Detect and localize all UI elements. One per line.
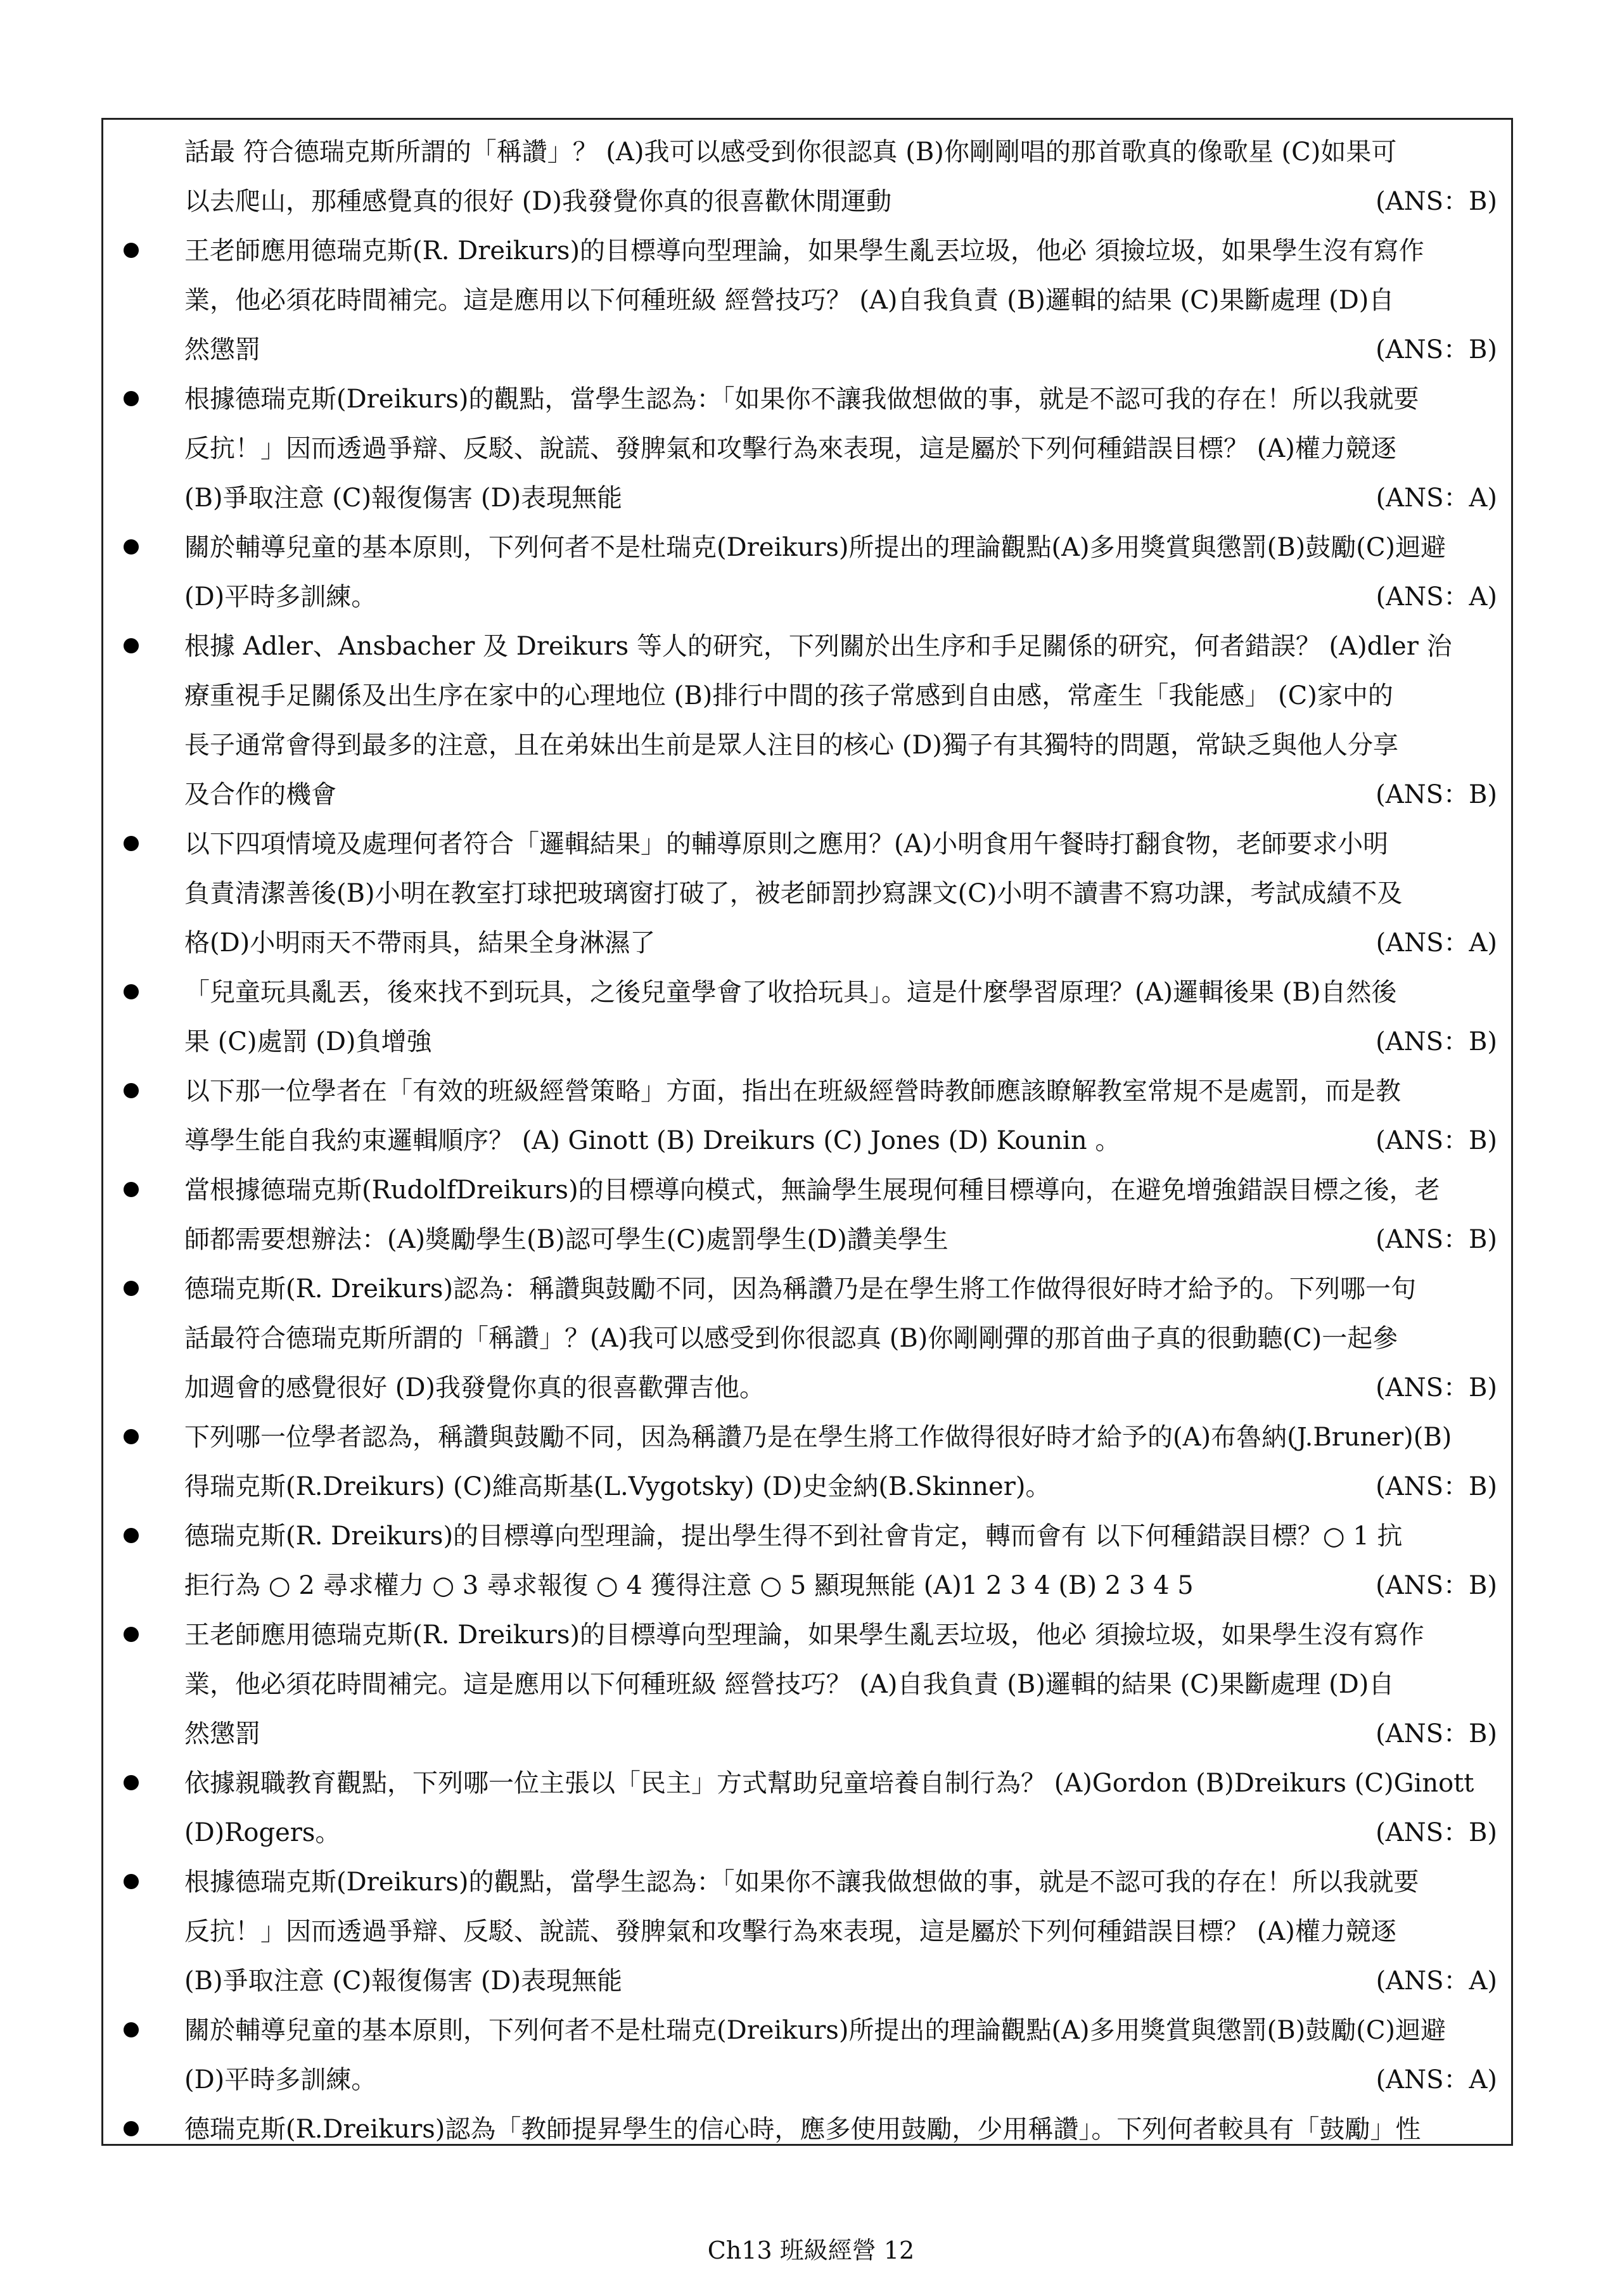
answer-label: (ANS：B): [1376, 1719, 1497, 1748]
answer-label: (ANS：B): [1376, 335, 1497, 364]
question-text: 關於輔導兒童的基本原則，下列何者不是杜瑞克(Dreikurs)所提出的理論觀點(A)多用獎賞與懲罰(B)鼓勵(C)迴避: [184, 533, 1446, 562]
question-text: 話最符合德瑞克斯所謂的「稱讚」？(A)我可以感受到你很認真 (B)你剛剛彈的那首曲子真的很動聽(C)一起參: [184, 1324, 1398, 1353]
question-text: 負責清潔善後(B)小明在教室打球把玻璃窗打破了，被老師罰抄寫課文(C)小明不讀書不寫功課，考試成績不及: [184, 879, 1403, 908]
question-line: [184, 375, 1497, 424]
question-text: (D)平時多訓練。: [184, 582, 377, 612]
question-text: 拒行為 ○ 2 尋求權力 ○ 3 尋求報復 ○ 4 獲得注意 ○ 5 顯現無能 (A)1 2 3 4 (B) 2 3 4 5: [184, 1571, 1194, 1600]
question-line: [184, 1660, 1497, 1709]
question-text: 反抗！」因而透過爭辯、反駁、說謊、發脾氣和攻擊行為來表現，這是屬於下列何種錯誤目標？ (A)權力競逐: [184, 1917, 1396, 1946]
question-text: 根據 Adler、Ansbacher 及 Dreikurs 等人的研究，下列關於出生序和手足關係的研究，何者錯誤？ (A)dler 治: [184, 632, 1452, 661]
answer-label: (ANS：A): [1376, 1966, 1497, 1996]
question-line: [184, 968, 1497, 1017]
question-text: 得瑞克斯(R.Dreikurs) (C)維高斯基(L.Vygotsky) (D)史金納(B.Skinner)。: [184, 1472, 1051, 1501]
question-line: [184, 2006, 1497, 2055]
bullet-icon: [124, 243, 139, 258]
question-item: [184, 226, 1497, 375]
question-line: [184, 2105, 1497, 2154]
question-line: [184, 1561, 1497, 1610]
question-line: [184, 671, 1497, 721]
question-text: 王老師應用德瑞克斯(R. Dreikurs)的目標導向型理論，如果學生亂丟垃圾，他必 須撿垃圾，如果學生沒有寫作: [184, 1620, 1424, 1650]
bullet-icon: [124, 1182, 139, 1197]
question-item: [184, 968, 1497, 1067]
question-text: 然懲罰: [184, 335, 260, 364]
question-line: [184, 177, 1497, 226]
question-line: [184, 523, 1497, 572]
question-text: 師都需要想辦法：(A)獎勵學生(B)認可學生(C)處罰學生(D)讚美學生: [184, 1225, 948, 1254]
question-text: 果 (C)處罰 (D)負增強: [184, 1027, 432, 1056]
answer-label: (ANS：B): [1376, 1472, 1497, 1501]
question-text: 業，他必須花時間補完。這是應用以下何種班級 經營技巧？ (A)自我負責 (B)邏輯的結果 (C)果斷處理 (D)自: [184, 286, 1395, 315]
question-item: [184, 819, 1497, 968]
question-line: [184, 1264, 1497, 1314]
question-item: [184, 523, 1497, 622]
answer-label: (ANS：A): [1376, 582, 1497, 612]
question-text: 「兒童玩具亂丟，後來找不到玩具，之後兒童學會了收拾玩具」。這是什麼學習原理？(A)邏輯後果 (B)自然後: [184, 978, 1397, 1007]
question-text: 關於輔導兒童的基本原則，下列何者不是杜瑞克(Dreikurs)所提出的理論觀點(A)多用獎賞與懲罰(B)鼓勵(C)迴避: [184, 2016, 1446, 2045]
bullet-icon: [124, 836, 139, 851]
question-line: [184, 1709, 1497, 1759]
question-text: 以下那一位學者在「有效的班級經營策略」方面，指出在班級經營時教師應該瞭解教室常規不是處罰，而是教: [184, 1077, 1401, 1106]
answer-label: (ANS：A): [1376, 928, 1497, 958]
question-item: [184, 1759, 1497, 1857]
question-line: [184, 1413, 1497, 1462]
question-line: [184, 2055, 1497, 2105]
question-text: 王老師應用德瑞克斯(R. Dreikurs)的目標導向型理論，如果學生亂丟垃圾，他必 須撿垃圾，如果學生沒有寫作: [184, 236, 1424, 266]
question-line: [184, 1116, 1497, 1165]
bullet-icon: [124, 1083, 139, 1098]
question-line: [184, 1165, 1497, 1215]
question-line: [184, 869, 1497, 918]
question-line: [184, 1314, 1497, 1363]
question-line: [184, 1907, 1497, 1956]
question-text: (B)爭取注意 (C)報復傷害 (D)表現無能: [184, 484, 623, 513]
question-line: [184, 1363, 1497, 1413]
question-item: [184, 1264, 1497, 1413]
bullet-icon: [124, 2022, 139, 2037]
answer-label: (ANS：B): [1376, 187, 1497, 216]
page-footer: Ch13 班級經營 12: [707, 2236, 915, 2264]
question-text: (D)平時多訓練。: [184, 2065, 377, 2094]
question-text: (D)Rogers。: [184, 1818, 341, 1847]
question-text: 療重視手足關係及出生序在家中的心理地位 (B)排行中間的孩子常感到自由感，常產生「我能感」 (C)家中的: [184, 681, 1393, 710]
question-line: [184, 1610, 1497, 1660]
bullet-icon: [124, 638, 139, 653]
answer-label: (ANS：B): [1376, 1818, 1497, 1847]
question-text: 以下四項情境及處理何者符合「邏輯結果」的輔導原則之應用？(A)小明食用午餐時打翻食物，老師要求小明: [184, 830, 1389, 859]
question-line: [184, 1067, 1497, 1116]
question-item: [184, 2105, 1497, 2154]
question-line: [184, 1808, 1497, 1857]
question-line: [184, 424, 1497, 473]
question-item: [184, 1857, 1497, 2006]
question-item: [184, 1610, 1497, 1759]
question-item: [184, 2006, 1497, 2105]
question-line: [184, 721, 1497, 770]
question-text: 德瑞克斯(R.Dreikurs)認為「教師提昇學生的信心時，應多使用鼓勵，少用稱讚」。下列何者較具有「鼓勵」性: [184, 2115, 1421, 2144]
question-item: [184, 375, 1497, 523]
question-line: [184, 1215, 1497, 1264]
bullet-icon: [124, 1281, 139, 1296]
question-text: 話最 符合德瑞克斯所謂的「稱讚」？ (A)我可以感受到你很認真 (B)你剛剛唱的那首歌真的像歌星 (C)如果可: [184, 138, 1397, 167]
bullet-icon: [124, 391, 139, 406]
question-text: (B)爭取注意 (C)報復傷害 (D)表現無能: [184, 1966, 623, 1996]
question-text: 反抗！」因而透過爭辯、反駁、說謊、發脾氣和攻擊行為來表現，這是屬於下列何種錯誤目標？ (A)權力競逐: [184, 434, 1396, 463]
question-line: [184, 1511, 1497, 1561]
question-item: [184, 1067, 1497, 1165]
answer-label: (ANS：B): [1376, 1373, 1497, 1402]
question-text: 根據德瑞克斯(Dreikurs)的觀點，當學生認為：「如果你不讓我做想做的事，就是不認可我的存在！所以我就要: [184, 1868, 1419, 1897]
question-line: [184, 226, 1497, 276]
question-line: [184, 1759, 1497, 1808]
question-line: [184, 1956, 1497, 2006]
answer-label: (ANS：A): [1376, 2065, 1497, 2094]
question-text: 根據德瑞克斯(Dreikurs)的觀點，當學生認為：「如果你不讓我做想做的事，就是不認可我的存在！所以我就要: [184, 385, 1419, 414]
question-text: 以去爬山，那種感覺真的很好 (D)我發覺你真的很喜歡休閒運動: [184, 187, 891, 216]
answer-label: (ANS：A): [1376, 484, 1497, 513]
question-line: [184, 276, 1497, 325]
question-item: [184, 622, 1497, 819]
question-line: [184, 473, 1497, 523]
bullet-icon: [124, 1775, 139, 1790]
question-list: [103, 120, 1511, 2144]
question-text: 加週會的感覺很好 (D)我發覺你真的很喜歡彈吉他。: [184, 1373, 765, 1402]
question-text: 業，他必須花時間補完。這是應用以下何種班級 經營技巧？ (A)自我負責 (B)邏輯的結果 (C)果斷處理 (D)自: [184, 1670, 1395, 1699]
question-line: [184, 127, 1497, 177]
question-line: [184, 918, 1497, 968]
question-text: 下列哪一位學者認為，稱讚與鼓勵不同，因為稱讚乃是在學生將工作做得很好時才給予的(A)布魯納(J.Bruner)(B): [184, 1423, 1452, 1452]
question-line: [184, 1017, 1497, 1067]
question-text: 及合作的機會: [184, 780, 336, 809]
question-item: [184, 1511, 1497, 1610]
answer-label: (ANS：B): [1376, 1225, 1497, 1254]
bullet-icon: [124, 1429, 139, 1444]
question-line: [184, 622, 1497, 671]
question-text: 長子通常會得到最多的注意，且在弟妹出生前是眾人注目的核心 (D)獨子有其獨特的問題，常缺乏與他人分享: [184, 731, 1398, 760]
question-line: [184, 770, 1497, 819]
question-line: [184, 1462, 1497, 1511]
answer-label: (ANS：B): [1376, 780, 1497, 809]
question-text: 然懲罰: [184, 1719, 260, 1748]
bullet-icon: [124, 2121, 139, 2136]
bullet-icon: [124, 984, 139, 999]
bullet-icon: [124, 1627, 139, 1642]
question-text: 格(D)小明雨天不帶雨具，結果全身淋濕了: [184, 928, 656, 958]
question-text: 德瑞克斯(R. Dreikurs)的目標導向型理論，提出學生得不到社會肯定，轉而會有 以下何種錯誤目標？○ 1 抗: [184, 1522, 1403, 1551]
answer-label: (ANS：B): [1376, 1126, 1497, 1155]
question-line: [184, 819, 1497, 869]
question-text: 德瑞克斯(R. Dreikurs)認為：稱讚與鼓勵不同，因為稱讚乃是在學生將工作做得很好時才給予的。下列哪一句: [184, 1274, 1417, 1304]
question-line: [184, 325, 1497, 375]
answer-label: (ANS：B): [1376, 1571, 1497, 1600]
question-item: [184, 1165, 1497, 1264]
bullet-icon: [124, 1528, 139, 1543]
question-text: 當根據德瑞克斯(RudolfDreikurs)的目標導向模式，無論學生展現何種目標導向，在避免增強錯誤目標之後，老: [184, 1176, 1440, 1205]
answer-label: (ANS：B): [1376, 1027, 1497, 1056]
question-text: 導學生能自我約束邏輯順序？ (A) Ginott (B) Dreikurs (C) Jones (D) Kounin 。: [184, 1126, 1121, 1155]
bullet-icon: [124, 539, 139, 555]
question-frame: [101, 118, 1513, 2146]
question-item: [184, 1413, 1497, 1511]
question-text: 依據親職教育觀點，下列哪一位主張以「民主」方式幫助兒童培養自制行為？ (A)Gordon (B)Dreikurs (C)Ginott: [184, 1769, 1474, 1798]
question-item: [184, 127, 1497, 226]
bullet-icon: [124, 1874, 139, 1889]
question-line: [184, 572, 1497, 622]
question-line: [184, 1857, 1497, 1907]
